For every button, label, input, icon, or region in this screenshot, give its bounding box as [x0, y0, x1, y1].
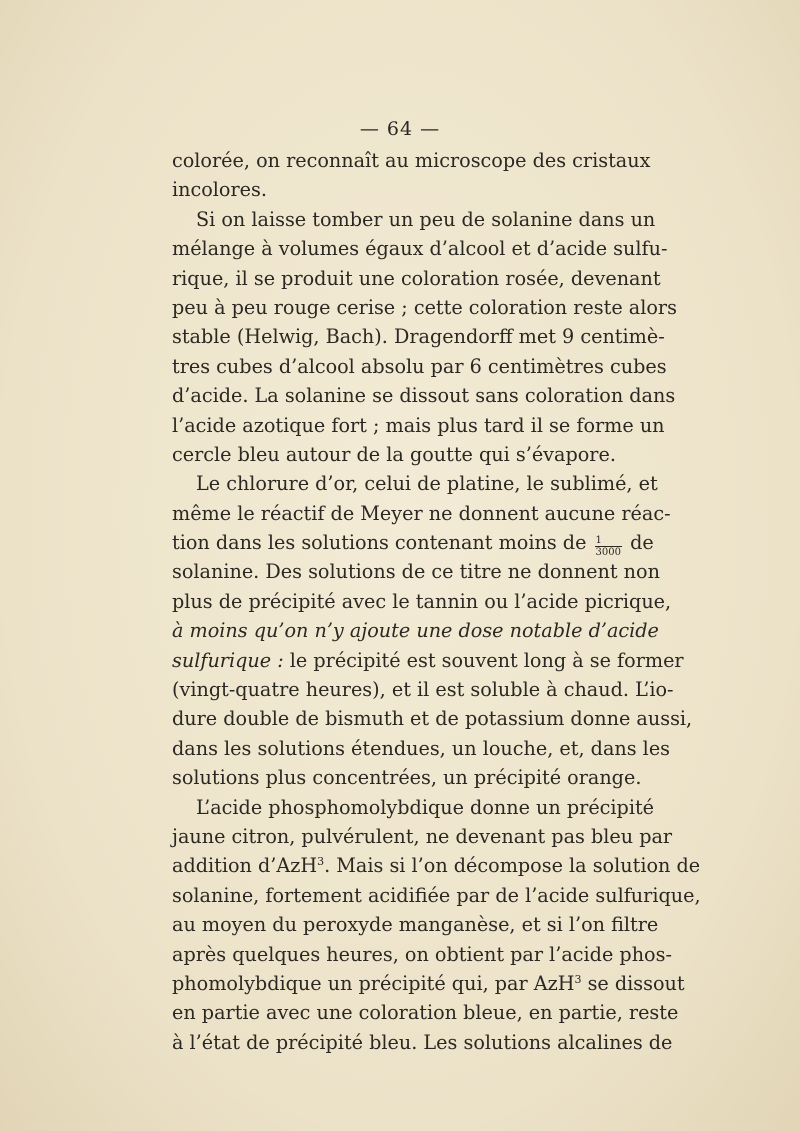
line-rest-text: se dissout — [581, 971, 685, 995]
superscript: 3 — [317, 855, 325, 869]
text-line-mixed — [172, 646, 684, 675]
text-line: d’acide. La solanine se dissout sans coloration dans — [172, 384, 676, 408]
text-line: stable (Helwig, Bach). Dragendorff met 9 centimè- — [172, 325, 665, 349]
fraction-numerator: 1 — [595, 535, 622, 547]
text-line: cercle bleu autour de la goutte qui s’évapore. — [172, 442, 616, 466]
text-line: au moyen du peroxyde manganèse, et si l’on filtre — [172, 913, 659, 937]
fraction — [595, 535, 622, 558]
line-text: addition d’AzH — [172, 854, 318, 878]
text-line: solutions plus concentrées, un précipité orange. — [172, 766, 642, 790]
text-line: rique, il se produit une coloration rosée, devenant — [172, 266, 661, 290]
text-line: l’acide azotique fort ; mais plus tard il se forme un — [172, 413, 665, 437]
text-line: même le réactif de Meyer ne donnent aucune réac- — [172, 501, 671, 525]
line-rest-text: le précipité est souvent long à se former — [289, 648, 684, 672]
text-line: solanine, fortement acidifiée par de l’acide sulfurique, — [172, 883, 701, 907]
page-number: — 64 — — [359, 118, 441, 140]
text-line: en partie avec une coloration bleue, en partie, reste — [172, 1001, 679, 1025]
italic-text: sulfurique : — [172, 648, 284, 672]
superscript: 3 — [574, 972, 582, 986]
paragraph-start-line: L’acide phosphomolybdique donne un précipité — [196, 795, 655, 819]
text-line: tres cubes d’alcool absolu par 6 centimètres cubes — [172, 354, 667, 378]
italic-text-line: à moins qu’on n’y ajoute une dose notable d’acide — [172, 619, 659, 643]
line-text: phomolybdique un précipité qui, par AzH — [172, 971, 575, 995]
text-line-with-superscript — [172, 851, 701, 880]
body-text — [172, 146, 701, 1057]
paragraph-start-line: Le chlorure d’or, celui de platine, le sublimé, et — [196, 472, 658, 496]
text-line-with-superscript — [172, 969, 685, 998]
paragraph-start-line: Si on laisse tomber un peu de solanine dans un — [196, 207, 656, 231]
fraction-line-text: tion dans les solutions contenant moins de — [172, 531, 587, 555]
text-line: dure double de bismuth et de potassium donne aussi, — [172, 707, 693, 731]
text-line: (vingt-quatre heures), et il est soluble à chaud. L’io- — [172, 678, 674, 702]
text-line: dans les solutions étendues, un louche, et, dans les — [172, 736, 671, 760]
fraction-denominator: 3000 — [595, 547, 621, 559]
text-line: peu à peu rouge cerise ; cette coloration reste alors — [172, 295, 677, 319]
text-line: mélange à volumes égaux d’alcool et d’acide sulfu- — [172, 237, 668, 261]
text-line: plus de précipité avec le tannin ou l’acide picrique, — [172, 589, 672, 613]
text-line: colorée, on reconnaît au microscope des cristaux — [172, 149, 651, 172]
fraction-line-tail: de — [630, 531, 654, 555]
text-line: après quelques heures, on obtient par l’acide phos- — [172, 942, 672, 966]
text-line: solanine. Des solutions de ce titre ne donnent non — [172, 560, 660, 584]
line-rest-text: . Mais si l’on décompose la solution de — [324, 854, 701, 878]
text-line-with-fraction — [172, 528, 654, 559]
text-line: jaune citron, pulvérulent, ne devenant pas bleu par — [172, 824, 673, 848]
text-line: incolores. — [172, 178, 267, 202]
text-line: à l’état de précipité bleu. Les solutions alcalines de — [172, 1030, 673, 1054]
